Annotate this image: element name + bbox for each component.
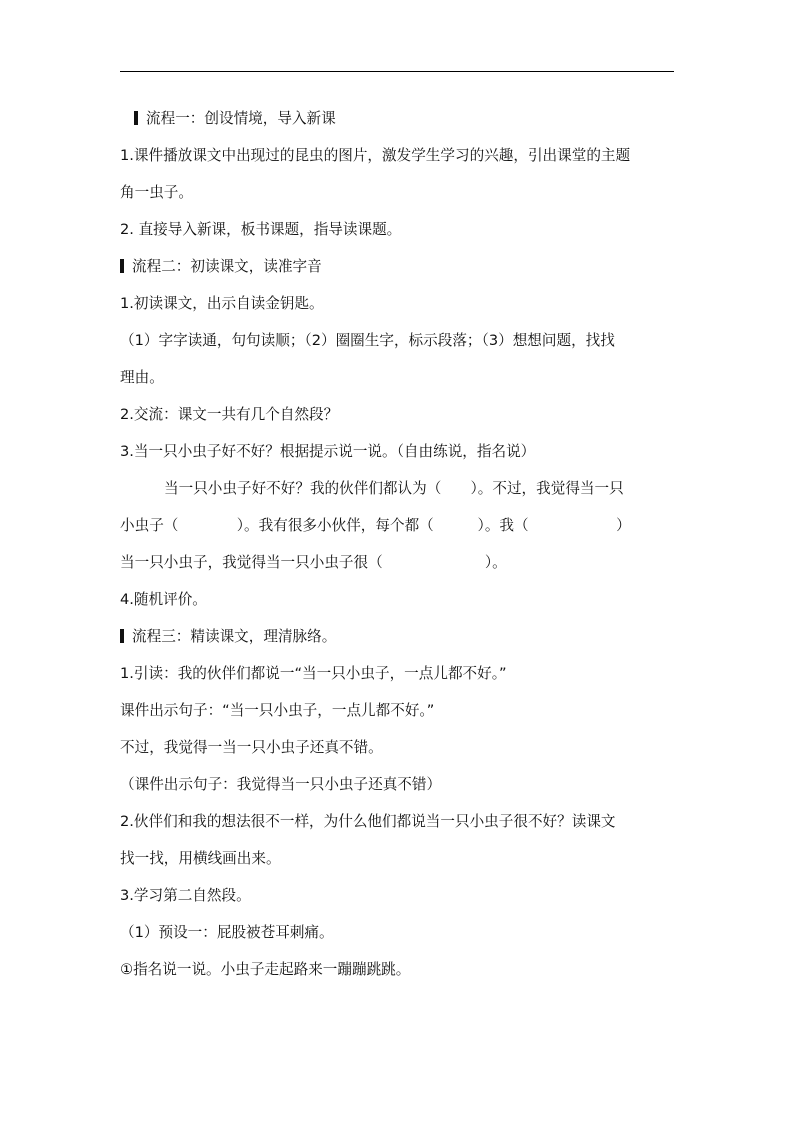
heading-bar-icon bbox=[120, 259, 124, 273]
paragraph-line: 3.当一只小虫子好不好？根据提示说一说。（自由练说，指名说） bbox=[120, 443, 536, 460]
section-heading-2: 流程二：初读课文，读准字音 bbox=[120, 248, 674, 285]
header-rule bbox=[120, 71, 674, 72]
paragraph-line: 2. 直接导入新课，板书课题，指导读课题。 bbox=[120, 221, 402, 238]
paragraph-line: 找一找，用横线画出来。 bbox=[120, 850, 281, 867]
paragraph-line: 2.交流：课文一共有几个自然段？ bbox=[120, 406, 339, 423]
fill-in-paragraph-line: 当一只小虫子，我觉得当一只小虫子很（ ）。 bbox=[120, 554, 507, 571]
paragraph-line: 角一虫子。 bbox=[120, 184, 193, 201]
paragraph-line: 3.学习第二自然段。 bbox=[120, 887, 251, 904]
section-heading-3: 流程三：精读课文，理清脉络。 bbox=[120, 618, 674, 655]
section-heading-1: 流程一：创设情境，导入新课 bbox=[120, 100, 674, 137]
paragraph-line: 1.课件播放课文中出现过的昆虫的图片，激发学生学习的兴趣，引出课堂的主题 bbox=[120, 147, 631, 164]
paragraph-line: 不过，我觉得一当一只小虫子还真不错。 bbox=[120, 739, 383, 756]
heading-bar-icon bbox=[120, 629, 124, 643]
paragraph-line: 课件出示句子：“当一只小虫子，一点儿都不好。” bbox=[120, 702, 435, 719]
paragraph-line: 2.伙伴们和我的想法很不一样，为什么他们都说当一只小虫子很不好？读课文 bbox=[120, 813, 616, 830]
paragraph-line: （1）字字读通，句句读顺；（2）圈圈生字，标示段落；（3）想想问题，找找 bbox=[120, 332, 615, 349]
heading-bar-icon bbox=[134, 111, 138, 125]
paragraph-line: （课件出示句子：我觉得当一只小虫子还真不错） bbox=[120, 776, 442, 793]
document-body bbox=[120, 100, 674, 988]
paragraph-line: 理由。 bbox=[120, 369, 164, 386]
paragraph-line: ①指名说一说。小虫子走起路来一蹦蹦跳跳。 bbox=[120, 961, 411, 978]
fill-in-paragraph-line: 小虫子（ ）。我有很多小伙伴，每个都（ ）。我（ ） bbox=[120, 517, 631, 534]
paragraph-line: 4.随机评价。 bbox=[120, 591, 207, 608]
paragraph-line: 1.初读课文，出示自读金钥匙。 bbox=[120, 295, 324, 312]
fill-in-paragraph-line: 当一只小虫子好不好？我的伙伴们都认为（ ）。不过，我觉得当一只 bbox=[164, 480, 624, 497]
paragraph-line: 1.引读：我的伙伴们都说一“当一只小虫子，一点儿都不好。” bbox=[120, 665, 507, 682]
paragraph-line: （1）预设一：屁股被苍耳刺痛。 bbox=[120, 924, 334, 941]
